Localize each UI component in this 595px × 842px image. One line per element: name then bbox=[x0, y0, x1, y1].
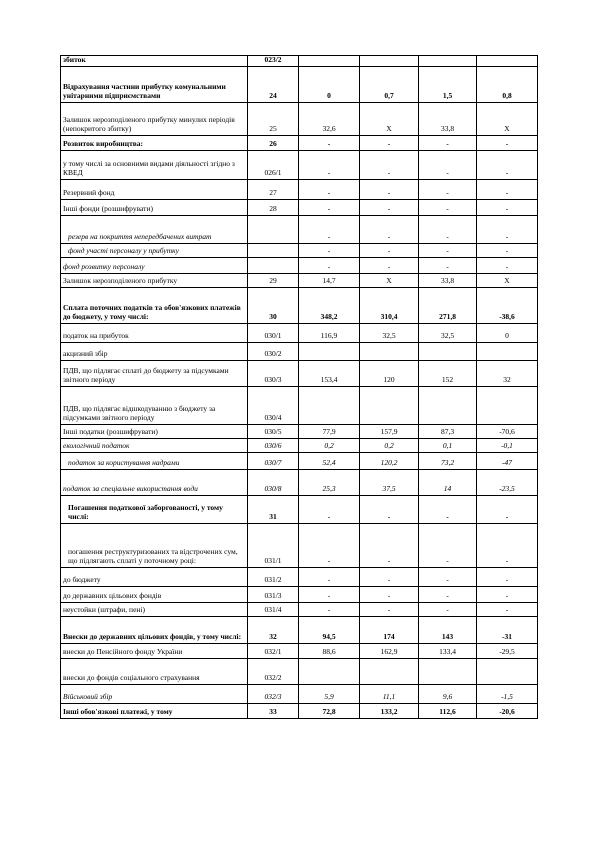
row-code: 26 bbox=[248, 135, 299, 150]
value-col-3: 32,5 bbox=[419, 323, 477, 342]
value-col-3: 33,8 bbox=[419, 102, 477, 135]
value-col-2: 120 bbox=[360, 360, 419, 386]
row-code: 27 bbox=[248, 179, 299, 199]
row-label: Внески до державних цільових фондів, у тому числі: bbox=[61, 616, 248, 643]
row-code: 031/2 bbox=[248, 567, 299, 586]
value-col-2: - bbox=[360, 602, 419, 616]
value-col-1: - bbox=[299, 179, 360, 199]
value-col-2: - bbox=[360, 523, 419, 567]
value-col-3: - bbox=[419, 257, 477, 273]
value-col-3: 133,4 bbox=[419, 643, 477, 658]
value-col-1: - bbox=[299, 199, 360, 215]
row-label: внески до Пенсійного фонду України bbox=[61, 643, 248, 658]
row-label: фонд розвитку персоналу bbox=[61, 257, 248, 273]
value-col-1: 0,2 bbox=[299, 438, 360, 452]
value-col-1: 52,4 bbox=[299, 452, 360, 469]
table-row bbox=[61, 438, 538, 452]
value-col-1 bbox=[299, 658, 360, 684]
value-col-1: 14,7 bbox=[299, 273, 360, 287]
table-row bbox=[61, 586, 538, 602]
row-code: 030/7 bbox=[248, 452, 299, 469]
value-col-1: - bbox=[299, 523, 360, 567]
value-col-4: -47 bbox=[477, 452, 538, 469]
value-col-2: - bbox=[360, 150, 419, 179]
value-col-1 bbox=[299, 386, 360, 424]
row-code: 33 bbox=[248, 703, 299, 718]
value-col-3: 152 bbox=[419, 360, 477, 386]
value-col-3 bbox=[419, 658, 477, 684]
row-code bbox=[248, 215, 299, 243]
table-row bbox=[61, 360, 538, 386]
table-row bbox=[61, 424, 538, 438]
row-label: податок за користування надрами bbox=[61, 452, 248, 469]
value-col-4: 0 bbox=[477, 323, 538, 342]
row-label: екологічний податок bbox=[61, 438, 248, 452]
value-col-3: - bbox=[419, 215, 477, 243]
value-col-4: -20,6 bbox=[477, 703, 538, 718]
row-code bbox=[248, 243, 299, 257]
value-col-1: - bbox=[299, 135, 360, 150]
value-col-4 bbox=[477, 342, 538, 360]
value-col-4: 0,8 bbox=[477, 66, 538, 102]
value-col-3: - bbox=[419, 179, 477, 199]
value-col-2: 133,2 bbox=[360, 703, 419, 718]
row-label: резерв на покриття непередбачених витрат bbox=[61, 215, 248, 243]
value-col-2 bbox=[360, 658, 419, 684]
table-row bbox=[61, 199, 538, 215]
row-code: 030/3 bbox=[248, 360, 299, 386]
row-label: Відрахування частини прибутку комунальними унітарними підприємствами bbox=[61, 66, 248, 102]
table-row bbox=[61, 342, 538, 360]
table-row bbox=[61, 469, 538, 495]
row-code: 030/8 bbox=[248, 469, 299, 495]
value-col-3: - bbox=[419, 199, 477, 215]
row-code: 32 bbox=[248, 616, 299, 643]
table-row bbox=[61, 215, 538, 243]
value-col-4: - bbox=[477, 179, 538, 199]
value-col-3: - bbox=[419, 567, 477, 586]
value-col-4: - bbox=[477, 243, 538, 257]
value-col-2: Х bbox=[360, 273, 419, 287]
value-col-1: - bbox=[299, 243, 360, 257]
value-col-4: - bbox=[477, 199, 538, 215]
value-col-4: - bbox=[477, 523, 538, 567]
value-col-4: -23,5 bbox=[477, 469, 538, 495]
table-row bbox=[61, 243, 538, 257]
row-label: ПДВ, що підлягає відшкодуванню з бюджету за підсумками звітного періоду bbox=[61, 386, 248, 424]
value-col-1: - bbox=[299, 150, 360, 179]
value-col-4: Х bbox=[477, 273, 538, 287]
value-col-2: 32,5 bbox=[360, 323, 419, 342]
value-col-2: 0,7 bbox=[360, 66, 419, 102]
table-row bbox=[61, 567, 538, 586]
row-code: 032/3 bbox=[248, 684, 299, 703]
row-code: 031/3 bbox=[248, 586, 299, 602]
value-col-4 bbox=[477, 386, 538, 424]
table-row bbox=[61, 323, 538, 342]
row-code: 30 bbox=[248, 287, 299, 323]
value-col-3: - bbox=[419, 602, 477, 616]
value-col-2: - bbox=[360, 567, 419, 586]
row-label: Залишок нерозподіленого прибутку минулих періодів (непокритого збитку) bbox=[61, 102, 248, 135]
financial-plan-table bbox=[60, 55, 538, 719]
row-label: Погашення податкової заборгованості, у тому числі: bbox=[61, 495, 248, 523]
value-col-4: - bbox=[477, 215, 538, 243]
row-label: Інші фонди (розшифрувати) bbox=[61, 199, 248, 215]
row-label: акцизний збір bbox=[61, 342, 248, 360]
value-col-2: 157,9 bbox=[360, 424, 419, 438]
row-code: 032/1 bbox=[248, 643, 299, 658]
row-code: 030/2 bbox=[248, 342, 299, 360]
value-col-1: - bbox=[299, 257, 360, 273]
value-col-3: 1,5 bbox=[419, 66, 477, 102]
value-col-3: - bbox=[419, 523, 477, 567]
value-col-3: 9,6 bbox=[419, 684, 477, 703]
row-label: Розвиток виробництва: bbox=[61, 135, 248, 150]
table-row bbox=[61, 66, 538, 102]
row-label: до державних цільових фондів bbox=[61, 586, 248, 602]
value-col-2: - bbox=[360, 215, 419, 243]
value-col-1: 77,9 bbox=[299, 424, 360, 438]
value-col-4 bbox=[477, 658, 538, 684]
row-label: до бюджету bbox=[61, 567, 248, 586]
value-col-4: - bbox=[477, 150, 538, 179]
row-code: 030/1 bbox=[248, 323, 299, 342]
value-col-3: - bbox=[419, 586, 477, 602]
table-row bbox=[61, 616, 538, 643]
row-code: 026/1 bbox=[248, 150, 299, 179]
table-row bbox=[61, 643, 538, 658]
value-col-3: 271,8 bbox=[419, 287, 477, 323]
value-col-2: - bbox=[360, 135, 419, 150]
value-col-2: 174 bbox=[360, 616, 419, 643]
table-row bbox=[61, 452, 538, 469]
table-row bbox=[61, 102, 538, 135]
row-code: 25 bbox=[248, 102, 299, 135]
value-col-4: -38,6 bbox=[477, 287, 538, 323]
value-col-2: Х bbox=[360, 102, 419, 135]
value-col-1: 153,4 bbox=[299, 360, 360, 386]
value-col-3: 143 bbox=[419, 616, 477, 643]
row-label: Сплата поточних податків та обов'язкових платежів до бюджету, у тому числі: bbox=[61, 287, 248, 323]
row-code: 023/2 bbox=[248, 56, 299, 67]
table-row bbox=[61, 257, 538, 273]
table-row bbox=[61, 273, 538, 287]
value-col-1: 5,9 bbox=[299, 684, 360, 703]
value-col-3: 0,1 bbox=[419, 438, 477, 452]
table-row bbox=[61, 179, 538, 199]
value-col-2 bbox=[360, 386, 419, 424]
value-col-4 bbox=[477, 56, 538, 67]
value-col-2: - bbox=[360, 179, 419, 199]
value-col-2 bbox=[360, 56, 419, 67]
value-col-4: Х bbox=[477, 102, 538, 135]
row-label: податок на прибуток bbox=[61, 323, 248, 342]
row-label: внески до фондів соціального страхування bbox=[61, 658, 248, 684]
row-label: ПДВ, що підлягає сплаті до бюджету за підсумками звітного періоду bbox=[61, 360, 248, 386]
value-col-2: - bbox=[360, 257, 419, 273]
value-col-3 bbox=[419, 56, 477, 67]
value-col-1: 116,9 bbox=[299, 323, 360, 342]
value-col-4: -0,1 bbox=[477, 438, 538, 452]
table-row bbox=[61, 658, 538, 684]
value-col-4: - bbox=[477, 567, 538, 586]
table-row bbox=[61, 386, 538, 424]
row-label: Залишок нерозподіленого прибутку bbox=[61, 273, 248, 287]
value-col-2: - bbox=[360, 243, 419, 257]
value-col-1: - bbox=[299, 602, 360, 616]
table-row bbox=[61, 150, 538, 179]
value-col-2: - bbox=[360, 495, 419, 523]
value-col-3: - bbox=[419, 243, 477, 257]
value-col-2: 37,5 bbox=[360, 469, 419, 495]
value-col-1: 25,3 bbox=[299, 469, 360, 495]
row-label: фонд участі персоналу у прибутку bbox=[61, 243, 248, 257]
row-code: 28 bbox=[248, 199, 299, 215]
value-col-2: 120,2 bbox=[360, 452, 419, 469]
row-code: 030/5 bbox=[248, 424, 299, 438]
row-code: 031/1 bbox=[248, 523, 299, 567]
value-col-1: - bbox=[299, 495, 360, 523]
row-label: Резервний фонд bbox=[61, 179, 248, 199]
table-row bbox=[61, 684, 538, 703]
value-col-2: 310,4 bbox=[360, 287, 419, 323]
table-row bbox=[61, 495, 538, 523]
row-label: податок за спеціальне використання води bbox=[61, 469, 248, 495]
value-col-2: 0,2 bbox=[360, 438, 419, 452]
table-body bbox=[61, 56, 538, 719]
value-col-1: 0 bbox=[299, 66, 360, 102]
value-col-3: 33,8 bbox=[419, 273, 477, 287]
value-col-2 bbox=[360, 342, 419, 360]
value-col-2: - bbox=[360, 199, 419, 215]
value-col-3: 14 bbox=[419, 469, 477, 495]
value-col-2: 162,9 bbox=[360, 643, 419, 658]
value-col-4: - bbox=[477, 586, 538, 602]
value-col-1: 88,6 bbox=[299, 643, 360, 658]
value-col-1: - bbox=[299, 567, 360, 586]
row-code: 032/2 bbox=[248, 658, 299, 684]
value-col-4: 32 bbox=[477, 360, 538, 386]
value-col-3 bbox=[419, 342, 477, 360]
value-col-2: 11,1 bbox=[360, 684, 419, 703]
value-col-4: - bbox=[477, 602, 538, 616]
row-label: у тому числі за основними видами діяльності згідно з КВЕД bbox=[61, 150, 248, 179]
value-col-1: - bbox=[299, 215, 360, 243]
value-col-3: 112,6 bbox=[419, 703, 477, 718]
row-code: 030/4 bbox=[248, 386, 299, 424]
row-label: неустойки (штрафи, пені) bbox=[61, 602, 248, 616]
value-col-4: - bbox=[477, 257, 538, 273]
row-code: 24 bbox=[248, 66, 299, 102]
value-col-4: -29,5 bbox=[477, 643, 538, 658]
value-col-4: - bbox=[477, 495, 538, 523]
row-code bbox=[248, 257, 299, 273]
value-col-3: - bbox=[419, 495, 477, 523]
table-row bbox=[61, 602, 538, 616]
row-label: погашення реструктуризованих та відстрочених сум, що підлягають сплаті у поточному році: bbox=[61, 523, 248, 567]
table-row bbox=[61, 56, 538, 67]
row-code: 031/4 bbox=[248, 602, 299, 616]
value-col-4: -70,6 bbox=[477, 424, 538, 438]
value-col-3: 87,3 bbox=[419, 424, 477, 438]
table-row bbox=[61, 703, 538, 718]
table-row bbox=[61, 135, 538, 150]
value-col-1: 348,2 bbox=[299, 287, 360, 323]
value-col-1: 72,8 bbox=[299, 703, 360, 718]
value-col-3: 73,2 bbox=[419, 452, 477, 469]
row-label: збиток bbox=[61, 56, 248, 67]
value-col-1 bbox=[299, 342, 360, 360]
value-col-4: - bbox=[477, 135, 538, 150]
value-col-4: -1,5 bbox=[477, 684, 538, 703]
value-col-1: 94,5 bbox=[299, 616, 360, 643]
value-col-3: - bbox=[419, 150, 477, 179]
row-label: Інші обов'язкові платежі, у тому bbox=[61, 703, 248, 718]
value-col-3 bbox=[419, 386, 477, 424]
value-col-1: - bbox=[299, 586, 360, 602]
row-label: Військовий збір bbox=[61, 684, 248, 703]
row-code: 31 bbox=[248, 495, 299, 523]
row-code: 29 bbox=[248, 273, 299, 287]
value-col-1 bbox=[299, 56, 360, 67]
value-col-4: -31 bbox=[477, 616, 538, 643]
table-row bbox=[61, 287, 538, 323]
row-label: Інші податки (розшифрувати) bbox=[61, 424, 248, 438]
row-code: 030/6 bbox=[248, 438, 299, 452]
value-col-1: 32,6 bbox=[299, 102, 360, 135]
value-col-2: - bbox=[360, 586, 419, 602]
value-col-3: - bbox=[419, 135, 477, 150]
table-row bbox=[61, 523, 538, 567]
